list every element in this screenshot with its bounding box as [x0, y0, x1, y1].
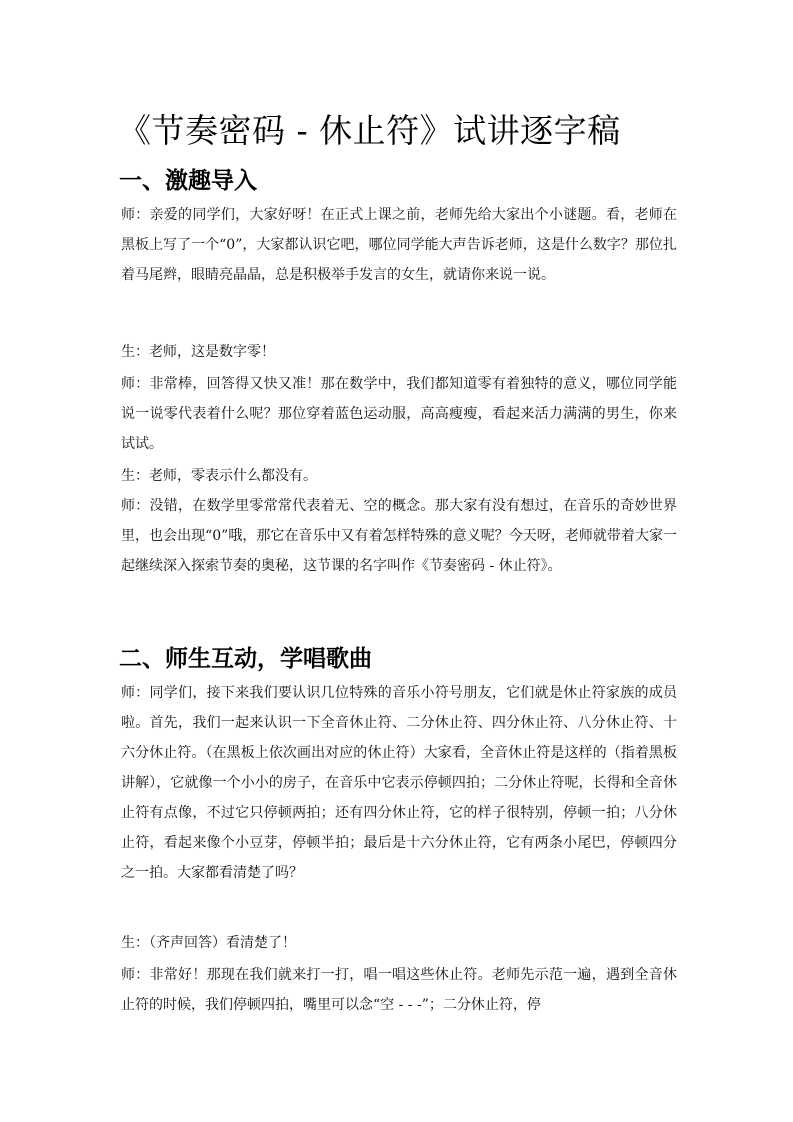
section-heading-interaction: 二、师生互动，学唱歌曲	[119, 646, 372, 672]
document-title: 《节奏密码 - 休止符》试讲逐字稿	[118, 111, 621, 150]
paragraph: 师：亲爱的同学们，大家好呀！在正式上课之前，老师先给大家出个小谜题。看，老师在黑板上写了一个“0”，大家都认识它吧，哪位同学能大声告诉老师，这是什么数字？那位扎着马尾辫，眼睛亮晶晶，总是积极举手发言的女生，就请你来说一说。	[121, 207, 677, 283]
paragraph: 生：老师，零表示什么都没有。	[121, 468, 317, 484]
section-heading-intro: 一、激趣导入	[119, 168, 257, 194]
paragraph: 师：非常好！那现在我们就来打一打，唱一唱这些休止符。老师先示范一遍，遇到全音休止符的时候，我们停顿四拍，嘴里可以念“空 - - -”；二分休止符，停	[121, 967, 677, 1013]
paragraph: 师：同学们，接下来我们要认识几位特殊的音乐小符号朋友，它们就是休止符家族的成员啦。首先，我们一起来认识一下全音休止符、二分休止符、四分休止符、八分休止符、十六分休止符。（在黑板上依次画出对应的休止符）大家看，全音休止符是这样的（指着黑板讲解），它就像一个小小的房子，在音乐中它表示停顿四拍；二分休止符呢，长得和全音休止符有点像，不过它只停顿两拍；还有四分休止符，它的样子很特别，停顿一拍；八分休止符，看起来像个小豆芽，停顿半拍；最后是十六分休止符，它有两条小尾巴，停顿四分之一拍。大家都看清楚了吗？	[121, 685, 677, 881]
paragraph: 师：非常棒，回答得又快又准！那在数学中，我们都知道零有着独特的意义，哪位同学能说一说零代表着什么呢？那位穿着蓝色运动服，高高瘦瘦，看起来活力满满的男生，你来试试。	[121, 376, 677, 452]
paragraph: 师：没错，在数学里零常常代表着无、空的概念。那大家有没有想过，在音乐的奇妙世界里，也会出现“0”哦，那它在音乐中又有着怎样特殊的意义呢？今天呀，老师就带着大家一起继续深入探索节奏的奥秘，这节课的名字叫作《节奏密码 - 休止符》。	[121, 498, 677, 574]
paragraph: 生：（齐声回答）看清楚了！	[121, 935, 296, 951]
paragraph: 生：老师，这是数字零！	[121, 344, 275, 360]
